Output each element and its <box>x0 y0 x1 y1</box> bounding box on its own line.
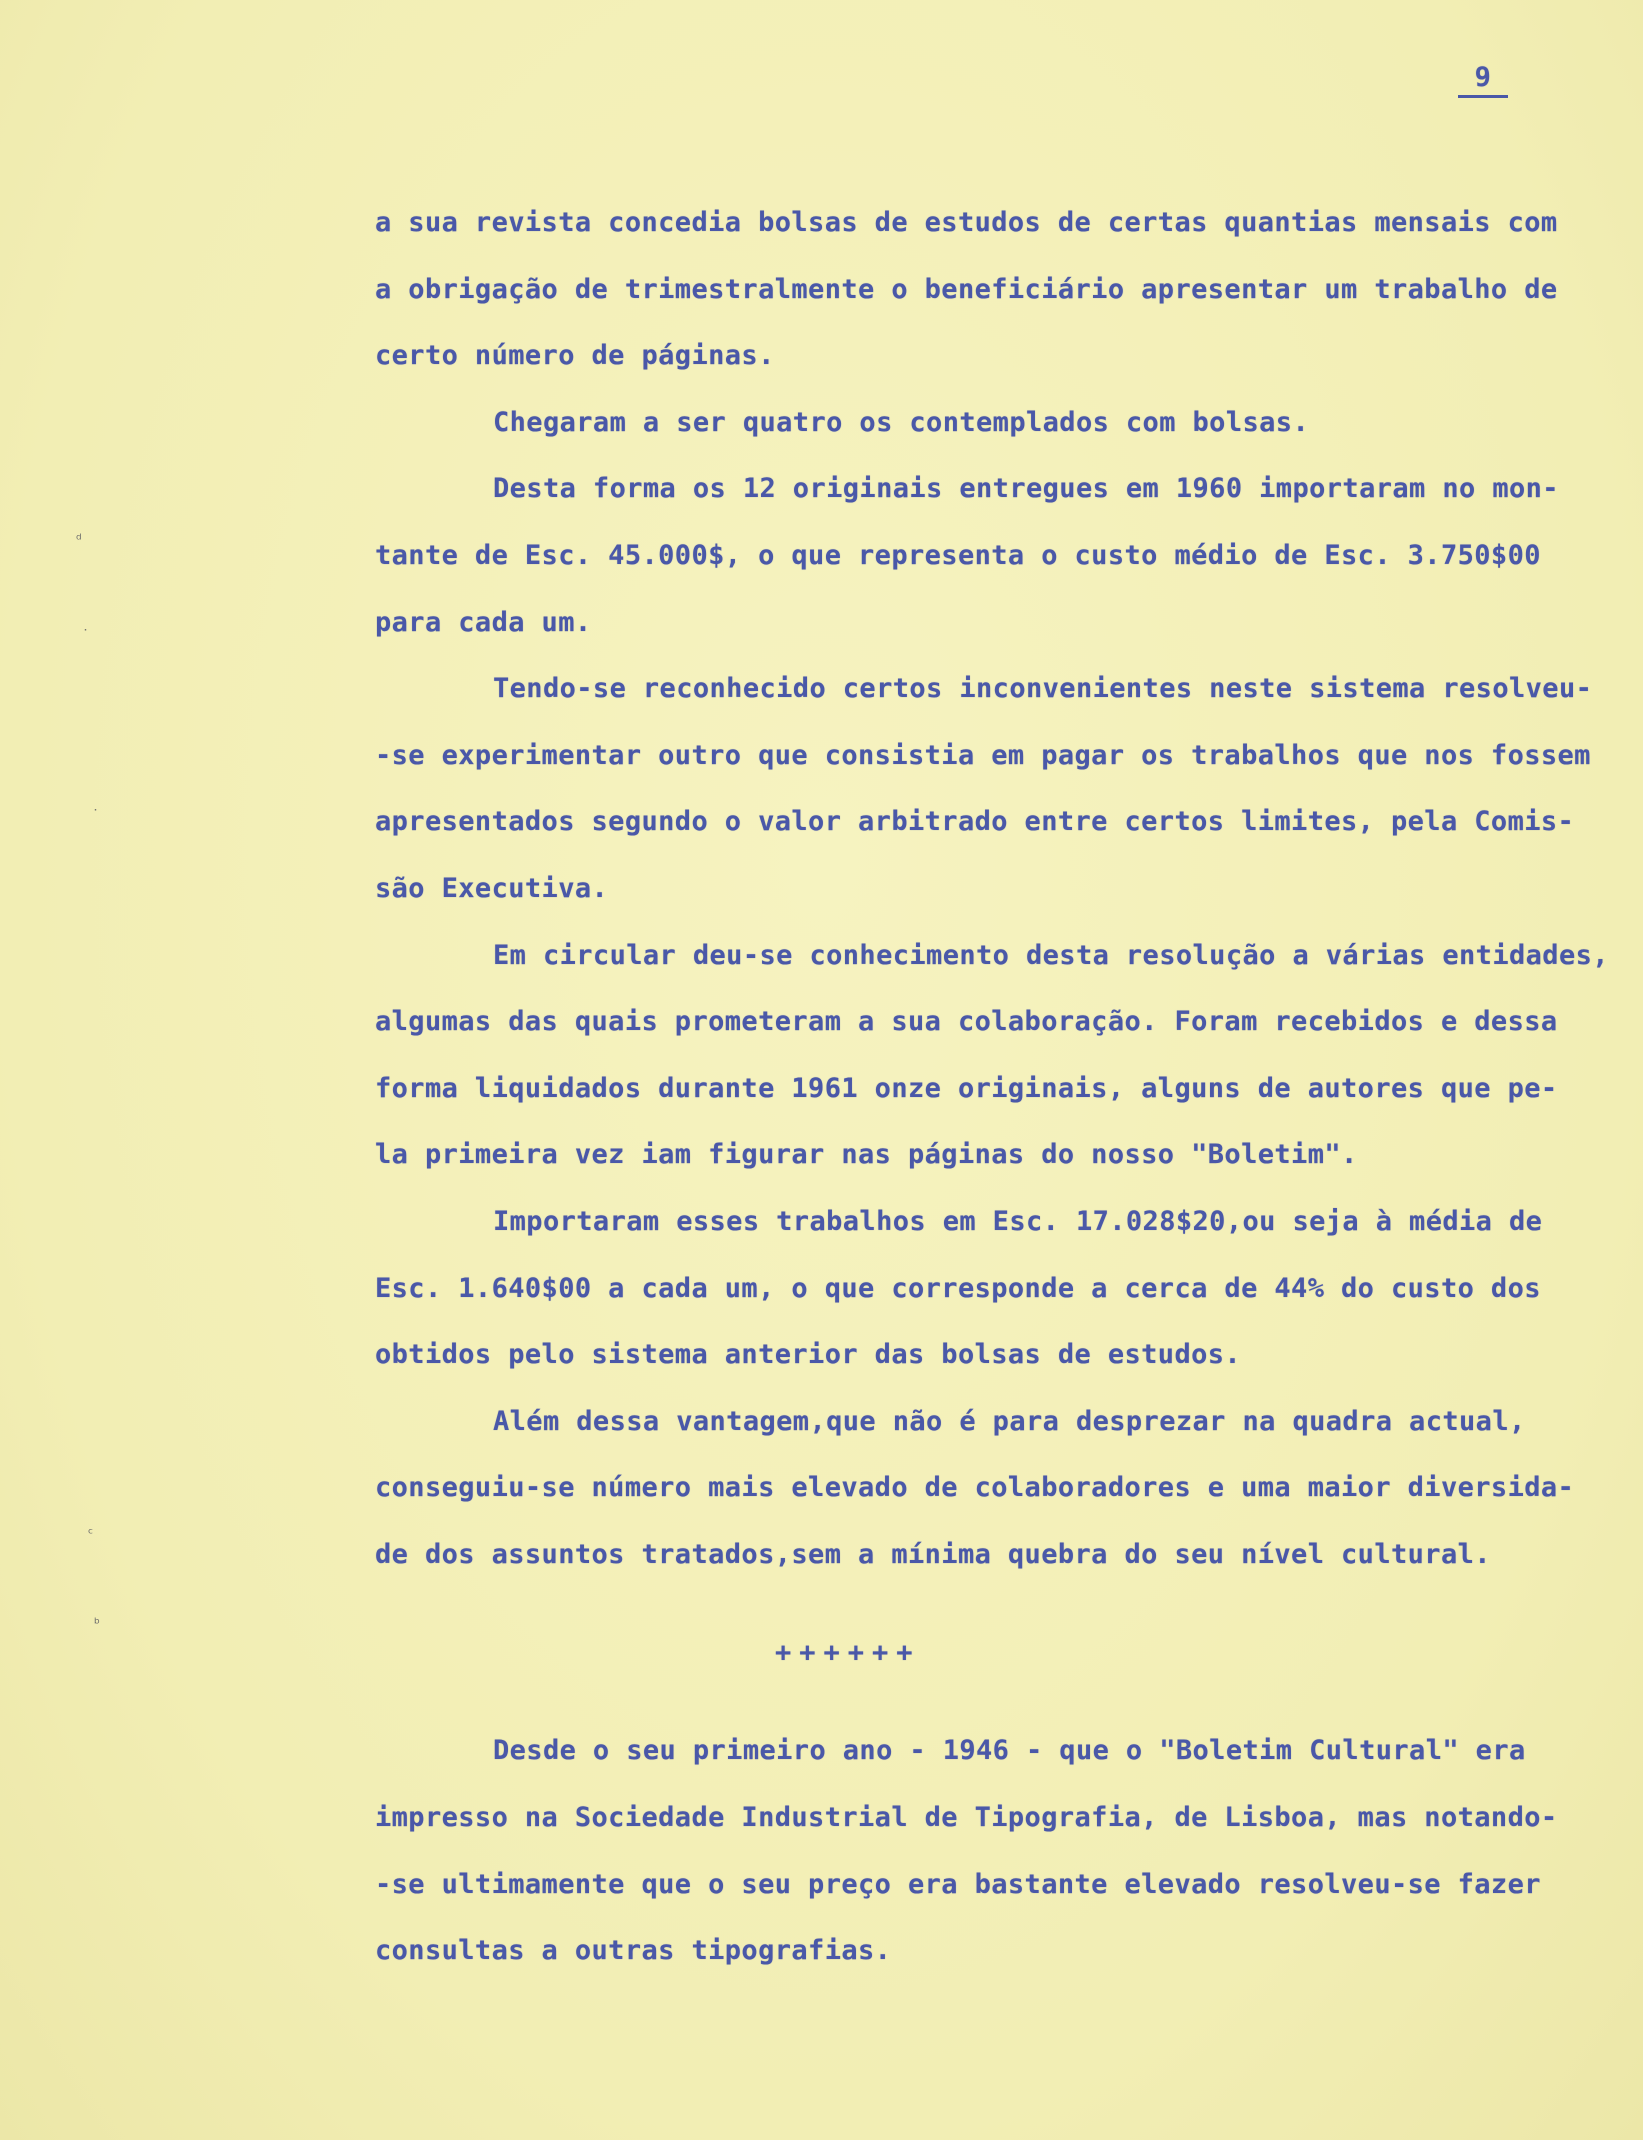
text-line: consultas a outras tipografias. <box>375 1935 892 1967</box>
paragraph <box>375 1189 1605 1389</box>
text-line: la primeira vez iam figurar nas páginas do nosso "Boletim". <box>375 1139 1358 1171</box>
paragraph <box>375 1718 1605 1984</box>
text-line: Desde o seu primeiro ano - 1946 - que o "Boletim Cultural" era <box>493 1735 1526 1767</box>
paragraph <box>375 390 1605 457</box>
text-line: são Executiva. <box>375 872 609 904</box>
text-line: tante de Esc. 45.000$, o que representa o custo médio de Esc. 3.750$00 <box>375 539 1541 571</box>
paragraph <box>375 656 1605 922</box>
text-line: apresentados segundo o valor arbitrado entre certos limites, pela Comis- <box>375 806 1575 838</box>
section-separator: ++++++ <box>775 1637 921 1669</box>
text-line: a sua revista concedia bolsas de estudos de certas quantias mensais com <box>375 207 1558 238</box>
paragraph <box>375 923 1609 1189</box>
margin-speck: ᶜ <box>88 1526 94 1542</box>
text-line: impresso na Sociedade Industrial de Tipografia, de Lisboa, mas notando- <box>375 1802 1558 1834</box>
body-text <box>375 190 1609 1985</box>
margin-speck: ˙ <box>82 628 89 644</box>
paragraph <box>375 456 1605 656</box>
text-line: -se experimentar outro que consistia em pagar os trabalhos que nos fossem <box>375 739 1591 771</box>
paragraph <box>375 190 1605 390</box>
text-line: obtidos pelo sistema anterior das bolsas de estudos. <box>375 1339 1242 1371</box>
text-line: de dos assuntos tratados,sem a mínima quebra do seu nível cultural. <box>375 1538 1491 1570</box>
paragraph-list <box>375 190 1609 1588</box>
text-line: Além dessa vantagem,que não é para desprezar na quadra actual, <box>493 1405 1526 1437</box>
margin-speck: ᵇ <box>94 1616 100 1632</box>
paragraph <box>375 1389 1605 1589</box>
text-line: para cada um. <box>375 606 592 638</box>
page-number: 9 <box>1458 62 1508 98</box>
text-line: a obrigação de trimestralmente o beneficiário apresentar um trabalho de <box>375 273 1558 305</box>
text-line: Em circular deu-se conhecimento desta resolução a várias entidades, <box>493 939 1609 971</box>
closing-paragraph <box>375 1718 1605 1984</box>
text-line: Esc. 1.640$00 a cada um, o que corresponde a cerca de 44% do custo dos <box>375 1272 1541 1304</box>
text-line: Importaram esses trabalhos em Esc. 17.028$20,ou seja à média de <box>493 1205 1543 1237</box>
text-line: -se ultimamente que o seu preço era bastante elevado resolveu-se fazer <box>375 1868 1541 1900</box>
text-line: Chegaram a ser quatro os contemplados com bolsas. <box>493 406 1310 438</box>
text-line: algumas das quais prometeram a sua colaboração. Foram recebidos e dessa <box>375 1006 1558 1038</box>
text-line: Desta forma os 12 originais entregues em 1960 importaram no mon- <box>493 473 1559 505</box>
margin-speck: ˙ <box>92 808 99 824</box>
margin-speck: ᵈ <box>76 532 82 548</box>
text-line: certo número de páginas. <box>375 340 775 372</box>
text-line: Tendo-se reconhecido certos inconvenientes neste sistema resolveu- <box>493 673 1593 705</box>
text-line: conseguiu-se número mais elevado de colaboradores e uma maior diversida- <box>375 1472 1575 1504</box>
text-line: forma liquidados durante 1961 onze originais, alguns de autores que pe- <box>375 1072 1558 1104</box>
